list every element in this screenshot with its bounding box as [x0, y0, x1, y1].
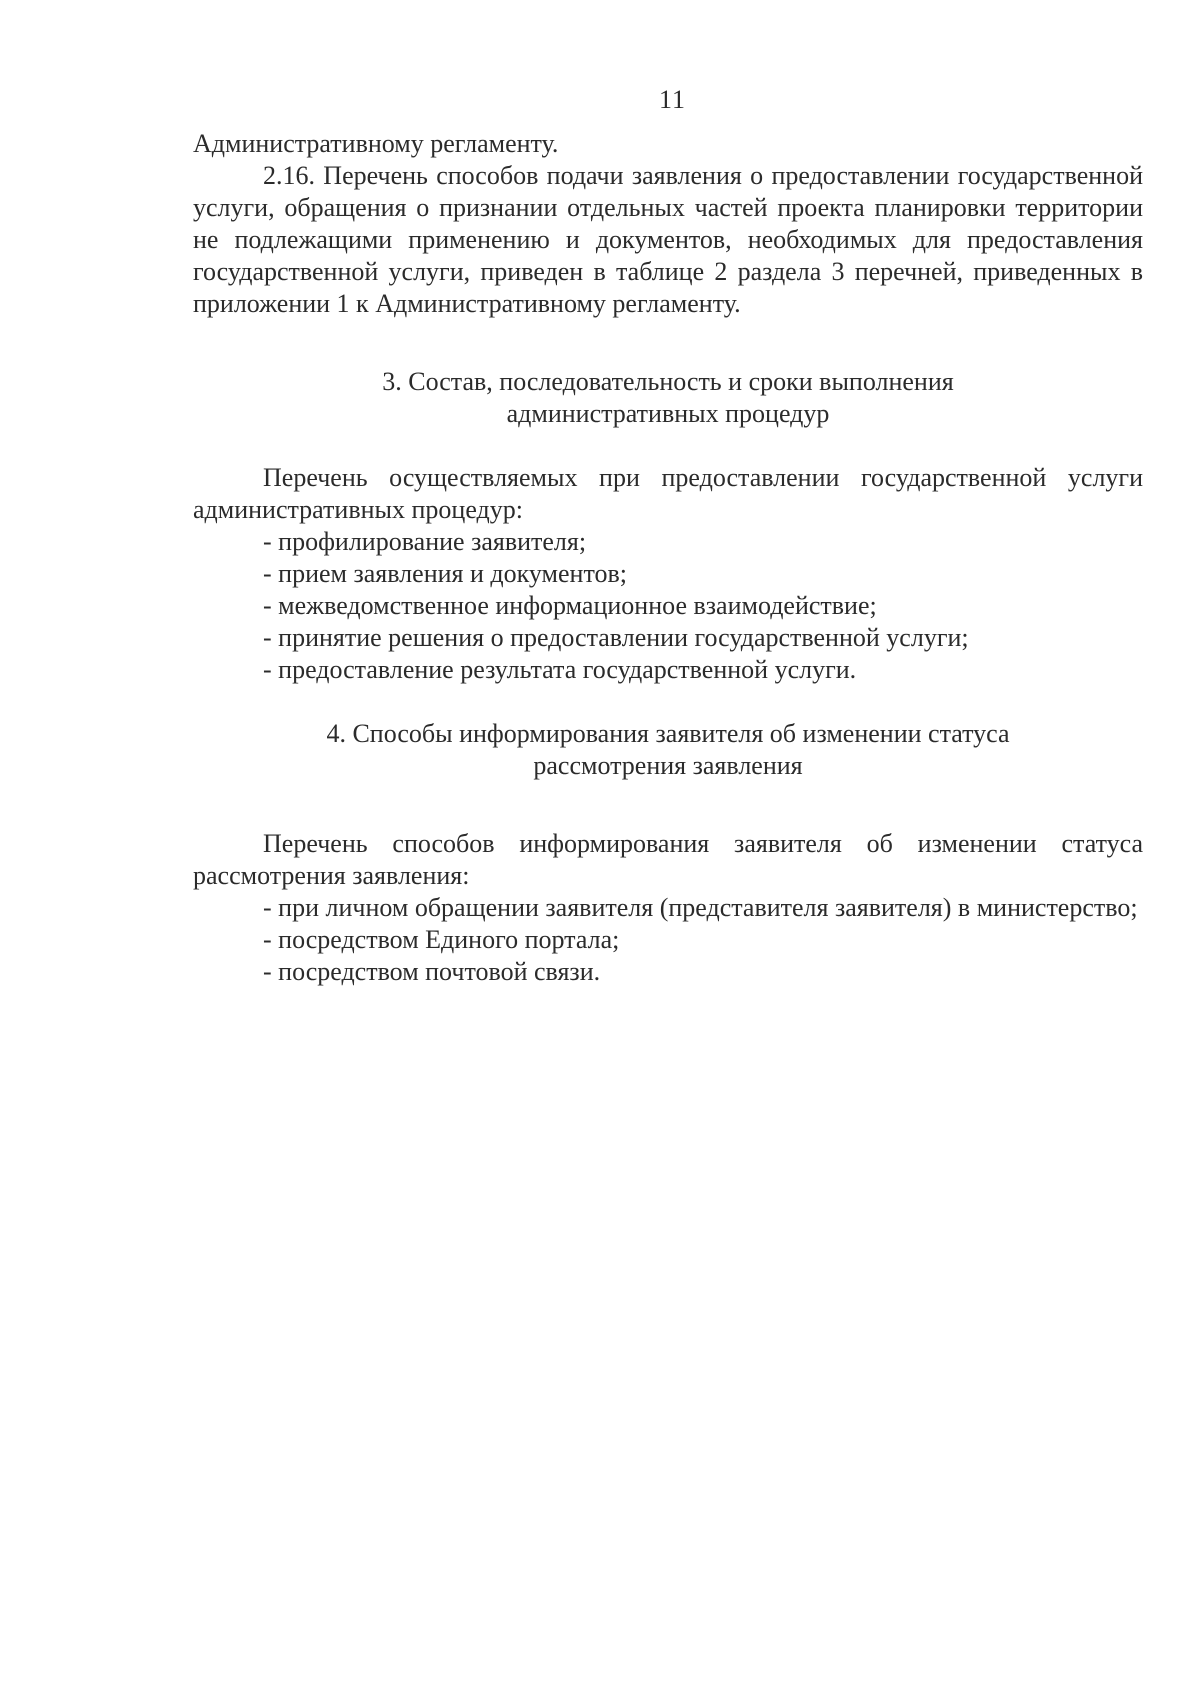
- spacer: [193, 320, 1143, 366]
- section-4-heading-line-2: рассмотрения заявления: [533, 751, 803, 780]
- section-3-intro: Перечень осуществляемых при предоставлении государственной услуги административных процедур:: [193, 463, 1143, 524]
- list-item: - профилирование заявителя;: [263, 527, 587, 556]
- list-item: - при личном обращении заявителя (представителя заявителя) в министерство;: [263, 893, 1138, 922]
- page-content: [193, 128, 1143, 988]
- list-item: - посредством почтовой связи.: [263, 957, 601, 986]
- page-number: 11: [658, 85, 687, 114]
- section-4-heading-line-1: 4. Способы информирования заявителя об изменении статуса: [326, 719, 1010, 748]
- list-item: - прием заявления и документов;: [263, 559, 627, 588]
- section-4-list: [193, 892, 1143, 988]
- list-item: - принятие решения о предоставлении государственной услуги;: [263, 623, 969, 652]
- spacer: [193, 686, 1143, 718]
- section-3-heading-line-2: административных процедур: [506, 399, 830, 428]
- spacer: [193, 782, 1143, 828]
- clause-2-16-paragraph: 2.16. Перечень способов подачи заявления о предоставлении государственной услуги, обращения о признании отдельных частей проекта планировки территории не подлежащими применению и документов, необходимых для предоставления государственной услуги, приведен в таблице 2 раздела 3 перечней, приведенных в приложении 1 к Административному регламенту.: [193, 161, 1143, 318]
- section-4-intro: Перечень способов информирования заявителя об изменении статуса рассмотрения заявления:: [193, 829, 1143, 890]
- section-4-heading: [193, 718, 1143, 782]
- list-item: - предоставление результата государственной услуги.: [263, 655, 857, 684]
- section-3-heading: [193, 366, 1143, 430]
- list-item: - межведомственное информационное взаимодействие;: [263, 591, 877, 620]
- list-item: - посредством Единого портала;: [263, 925, 620, 954]
- spacer: [193, 430, 1143, 462]
- section-3-list: [193, 526, 1143, 686]
- continuation-paragraph: Административному регламенту.: [193, 129, 559, 158]
- section-3-heading-line-1: 3. Состав, последовательность и сроки выполнения: [382, 367, 954, 396]
